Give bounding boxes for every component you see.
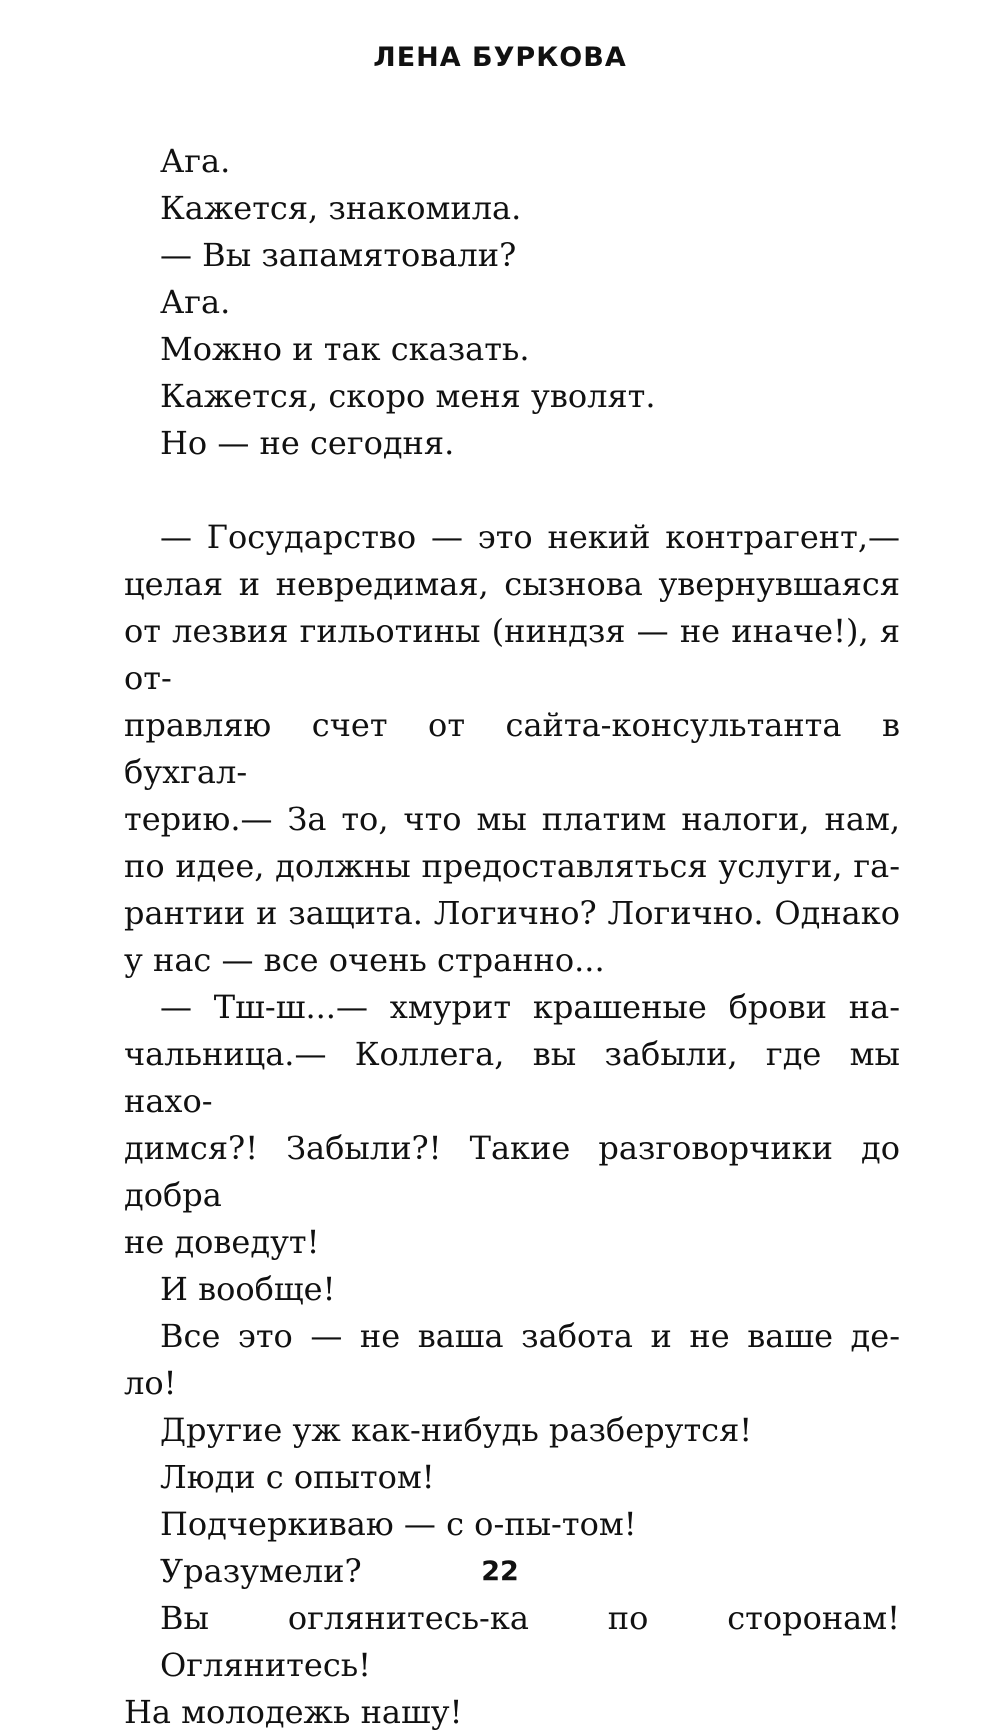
text-line: — Тш-ш...— хмурит крашеные брови на-: [160, 988, 900, 1026]
text-line: Кажется, знакомила.: [160, 189, 522, 227]
text-line: целая и невредимая, сызнова увернувшаяся: [124, 565, 900, 603]
text-line: Кажется, скоро меня уволят.: [160, 377, 656, 415]
text-line: правляю счет от сайта-консультанта в бухгал-: [124, 706, 900, 791]
text-line: Другие уж как-нибудь разберутся!: [160, 1411, 753, 1449]
text-line: Можно и так сказать.: [160, 330, 530, 368]
text-line: от лезвия гильотины (ниндзя — не иначе!), я от-: [124, 612, 900, 697]
text-line: терию.— За то, что мы платим налоги, нам,: [124, 800, 900, 838]
text-line: у нас — все очень странно...: [124, 941, 605, 979]
text-line: — Государство — это некий контрагент,—: [160, 518, 900, 556]
page-number: 22: [481, 1556, 519, 1587]
text-line: На молодежь нашу!: [124, 1693, 463, 1731]
text-line: по идее, должны предоставляться услуги, га-: [124, 847, 900, 885]
text-line: Уразумели?: [160, 1552, 362, 1590]
passage-one: [124, 138, 900, 467]
passage-two: [124, 514, 900, 1736]
text-line: чальница.— Коллега, вы забыли, где мы нахо-: [124, 1035, 900, 1120]
text-line: Но — не сегодня.: [160, 424, 455, 462]
text-line: димся?! Забыли?! Такие разговорчики до добра: [124, 1129, 900, 1214]
text-line: Ага.: [160, 142, 231, 180]
text-line: рантии и защита. Логично? Логично. Однако: [124, 894, 900, 932]
text-line: Люди с опытом!: [160, 1458, 435, 1496]
text-line: не доведут!: [124, 1223, 320, 1261]
text-line: Вы оглянитесь-ка по сторонам! Оглянитесь!: [160, 1599, 900, 1684]
text-line: Подчеркиваю — с о-пы-том!: [160, 1505, 637, 1543]
text-line: И вообще!: [160, 1270, 336, 1308]
text-line: Ага.: [160, 283, 231, 321]
running-head-author: ЛЕНА БУРКОВА: [373, 42, 627, 73]
text-line: — Вы запамятовали?: [160, 236, 517, 274]
text-line: Все это — не ваша забота и не ваше де-: [160, 1317, 900, 1355]
text-line: ло!: [124, 1364, 177, 1402]
